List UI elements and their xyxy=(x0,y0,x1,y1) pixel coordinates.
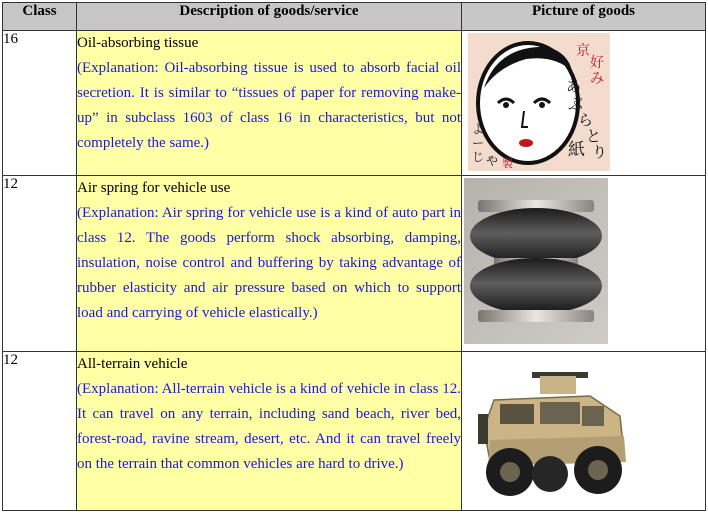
class-number: 16 xyxy=(3,31,77,176)
description-cell xyxy=(77,31,462,176)
all-terrain-vehicle-image xyxy=(470,366,638,506)
description-cell xyxy=(77,352,462,511)
air-spring-image xyxy=(464,178,608,344)
table-row xyxy=(3,352,706,511)
goods-explanation: (Explanation: All-terrain vehicle is a kind of vehicle in class 12. It can travel on any terrain, including sand beach, river bed, forest-road, ravine stream, desert, etc. And it can travel freely on the terrain that common vehicles are hard to drive.) xyxy=(77,381,461,472)
header-description: Description of goods/service xyxy=(77,3,462,31)
class-number: 12 xyxy=(3,176,77,352)
svg-text:あ: あ xyxy=(566,77,582,95)
goods-explanation: (Explanation: Air spring for vehicle use is a kind of auto part in class 12. The goods perform shock absorbing, damping, insulation, noise control and buffering by taking advantage of rubber elasticity and air pressure based on which to support load and carrying of vehicle elastically.) xyxy=(77,205,461,321)
svg-text:や: や xyxy=(486,154,499,168)
header-class: Class xyxy=(3,3,77,31)
picture-cell xyxy=(462,31,706,176)
goods-explanation: (Explanation: Oil-absorbing tissue is used to absorb facial oil secretion. It is similar to “tissues of paper for removing make-up” in subclass 1603 of class 16 in characteristics, but not completely the same.) xyxy=(77,60,461,151)
svg-text:よ: よ xyxy=(472,122,485,136)
svg-text:製: 製 xyxy=(502,157,513,170)
picture-cell xyxy=(462,352,706,511)
table-row xyxy=(3,31,706,176)
svg-text:じ: じ xyxy=(472,150,485,164)
table-header-row xyxy=(3,3,706,31)
goods-name: Air spring for vehicle use xyxy=(77,180,231,196)
picture-cell xyxy=(462,176,706,352)
svg-text:ぶ: ぶ xyxy=(568,95,584,113)
description-cell xyxy=(77,176,462,352)
svg-text:京: 京 xyxy=(576,43,590,59)
svg-text:好: 好 xyxy=(590,55,604,71)
table-row xyxy=(3,176,706,352)
header-picture: Picture of goods xyxy=(462,3,706,31)
svg-text:と: と xyxy=(586,127,602,145)
svg-text:ら: ら xyxy=(578,111,594,129)
svg-text:紙: 紙 xyxy=(568,140,585,160)
oil-absorbing-tissue-image xyxy=(468,33,610,171)
svg-text:り: り xyxy=(592,143,608,161)
goods-table xyxy=(2,2,706,511)
svg-text:ー: ー xyxy=(472,136,485,150)
class-number: 12 xyxy=(3,352,77,511)
svg-text:み: み xyxy=(590,71,604,87)
goods-name: Oil-absorbing tissue xyxy=(77,35,199,51)
goods-name: All-terrain vehicle xyxy=(77,356,188,372)
